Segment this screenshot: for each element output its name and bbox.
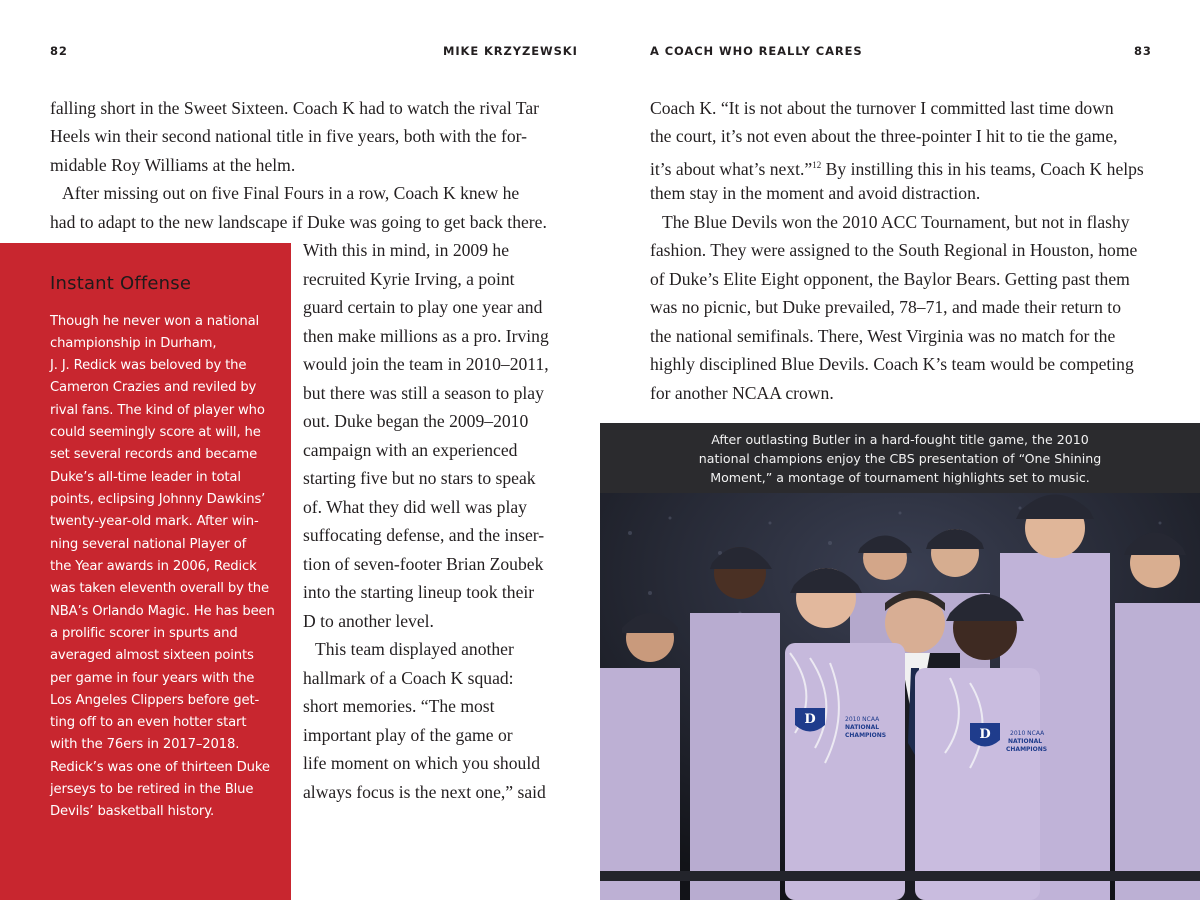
left-body-line: recruited Kyrie Irving, a point [303,269,515,289]
left-body-line: always focus is the next one,” said [303,782,546,802]
left-body-line: starting five but no stars to speak [303,468,536,488]
left-body-line: into the starting lineup took their [303,582,535,602]
photo-caption-bar [600,423,1200,493]
right-body-line: of Duke’s Elite Eight opponent, the Baylor Bears. Getting past them [650,269,1130,289]
left-body-line: After missing out on five Final Fours in a row, Coach K knew he [62,183,520,203]
left-body-line: hallmark of a Coach K squad: [303,668,514,688]
left-body-line: tion of seven-footer Brian Zoubek [303,554,544,574]
shirt-text: CHAMPIONS [845,732,887,739]
left-body-line: With this in mind, in 2009 he [303,240,510,260]
shirt-text: 2010 NCAA [845,716,880,723]
right-body-line: was no picnic, but Duke prevailed, 78–71, and made their return to [650,297,1121,317]
left-body-line: life moment on which you should [303,753,541,773]
right-body-line: the national semifinals. There, West Virginia was no match for the [650,326,1116,346]
right-body-line: the court, it’s not even about the three-pointer I hit to tie the game, [650,126,1118,146]
quote-end-text: it’s about what’s next.” [650,159,813,179]
sidebar-line: Devils’ basketball history. [50,804,215,819]
sidebar-line: J. J. Redick was beloved by the [50,358,247,373]
sidebar-line: could seemingly score at will, he [50,425,261,440]
right-body-line: highly disciplined Blue Devils. Coach K’s team would be competing [650,354,1134,374]
left-body-line: but there was still a season to play [303,383,544,403]
left-body-line: midable Roy Williams at the helm. [50,155,296,175]
sidebar-line: NBA’s Orlando Magic. He has been [50,604,275,619]
left-page-number: 82 [50,44,68,58]
photo-caption-line: After outlasting Butler in a hard-fought title game, the 2010 [711,432,1089,447]
left-body-line: falling short in the Sweet Sixteen. Coach K had to watch the rival Tar [50,98,539,118]
left-body-line: out. Duke began the 2009–2010 [303,411,529,431]
left-body-line: had to adapt to the new landscape if Duke was going to get back there. [50,212,547,232]
left-body-line: would join the team in 2010–2011, [303,354,549,374]
sidebar-line: twenty-year-old mark. After win- [50,514,259,529]
sidebar-line: Though he never won a national [50,314,260,329]
line-continuation-text: By instilling this in his teams, Coach K helps [821,159,1144,179]
sidebar-line: ting off to an even hotter start [50,715,247,730]
sidebar-line: per game in four years with the [50,671,255,686]
sidebar-line: points, eclipsing Johnny Dawkins’ [50,492,266,507]
sidebar-line: Los Angeles Clippers before get- [50,693,260,708]
photo-caption-line: national champions enjoy the CBS presentation of “One Shining [698,451,1102,466]
left-body-line: short memories. “The most [303,696,495,716]
right-body-line: for another NCAA crown. [650,383,834,403]
photo-caption-line: Moment,” a montage of tournament highlights set to music. [710,470,1090,485]
sidebar-line: the Year awards in 2006, Redick [50,559,257,574]
sidebar-line: with the 76ers in 2017–2018. [50,737,240,752]
sidebar-line: ning several national Player of [50,537,247,552]
sidebar-line: Duke’s all-time leader in total [50,470,241,485]
sidebar-line: championship in Durham, [50,336,217,351]
sidebar-title: Instant Offense [50,273,192,294]
photo-panel [600,423,1200,900]
left-body-line: suffocating defense, and the inser- [303,525,545,545]
team-celebration-photo [600,493,1200,900]
left-running-head: MIKE KRZYZEWSKI [443,44,578,58]
right-body-line: Coach K. “It is not about the turnover I committed last time down [650,98,1114,118]
right-body-line: The Blue Devils won the 2010 ACC Tournament, but not in flashy [662,212,1130,232]
right-running-head: A COACH WHO REALLY CARES [650,44,863,58]
right-body-line: them stay in the moment and avoid distraction. [650,183,981,203]
svg-text:D: D [804,712,816,727]
left-body-line: campaign with an experienced [303,440,518,460]
right-body-line: fashion. They were assigned to the South Regional in Houston, home [650,240,1138,260]
shirt-text: CHAMPIONS [1006,746,1048,753]
sidebar-line: a prolific scorer in spurts and [50,626,238,641]
sidebar-line: jerseys to be retired in the Blue [50,782,254,797]
footnote-ref: 12 [812,160,822,170]
sidebar-line: set several records and became [50,447,258,462]
left-body-line: of. What they did well was play [303,497,527,517]
sidebar-line: rival fans. The kind of player who [50,403,265,418]
sidebar-line: was taken eleventh overall by the [50,581,269,596]
left-body-line: important play of the game or [303,725,513,745]
left-body-line: guard certain to play one year and [303,297,543,317]
left-body-line: D to another level. [303,611,434,631]
right-page-number: 83 [1134,44,1152,58]
sidebar-line: Redick’s was one of thirteen Duke [50,760,270,775]
svg-text:D: D [979,727,991,742]
left-body-line: Heels win their second national title in five years, both with the for- [50,126,527,146]
left-body-line: then make millions as a pro. Irving [303,326,549,346]
sidebar-line: averaged almost sixteen points [50,648,254,663]
sidebar-line: Cameron Crazies and reviled by [50,380,257,395]
left-body-line: This team displayed another [315,639,514,659]
shirt-text: NATIONAL [845,724,880,731]
shirt-text: NATIONAL [1008,738,1043,745]
shirt-text: 2010 NCAA [1010,730,1045,737]
